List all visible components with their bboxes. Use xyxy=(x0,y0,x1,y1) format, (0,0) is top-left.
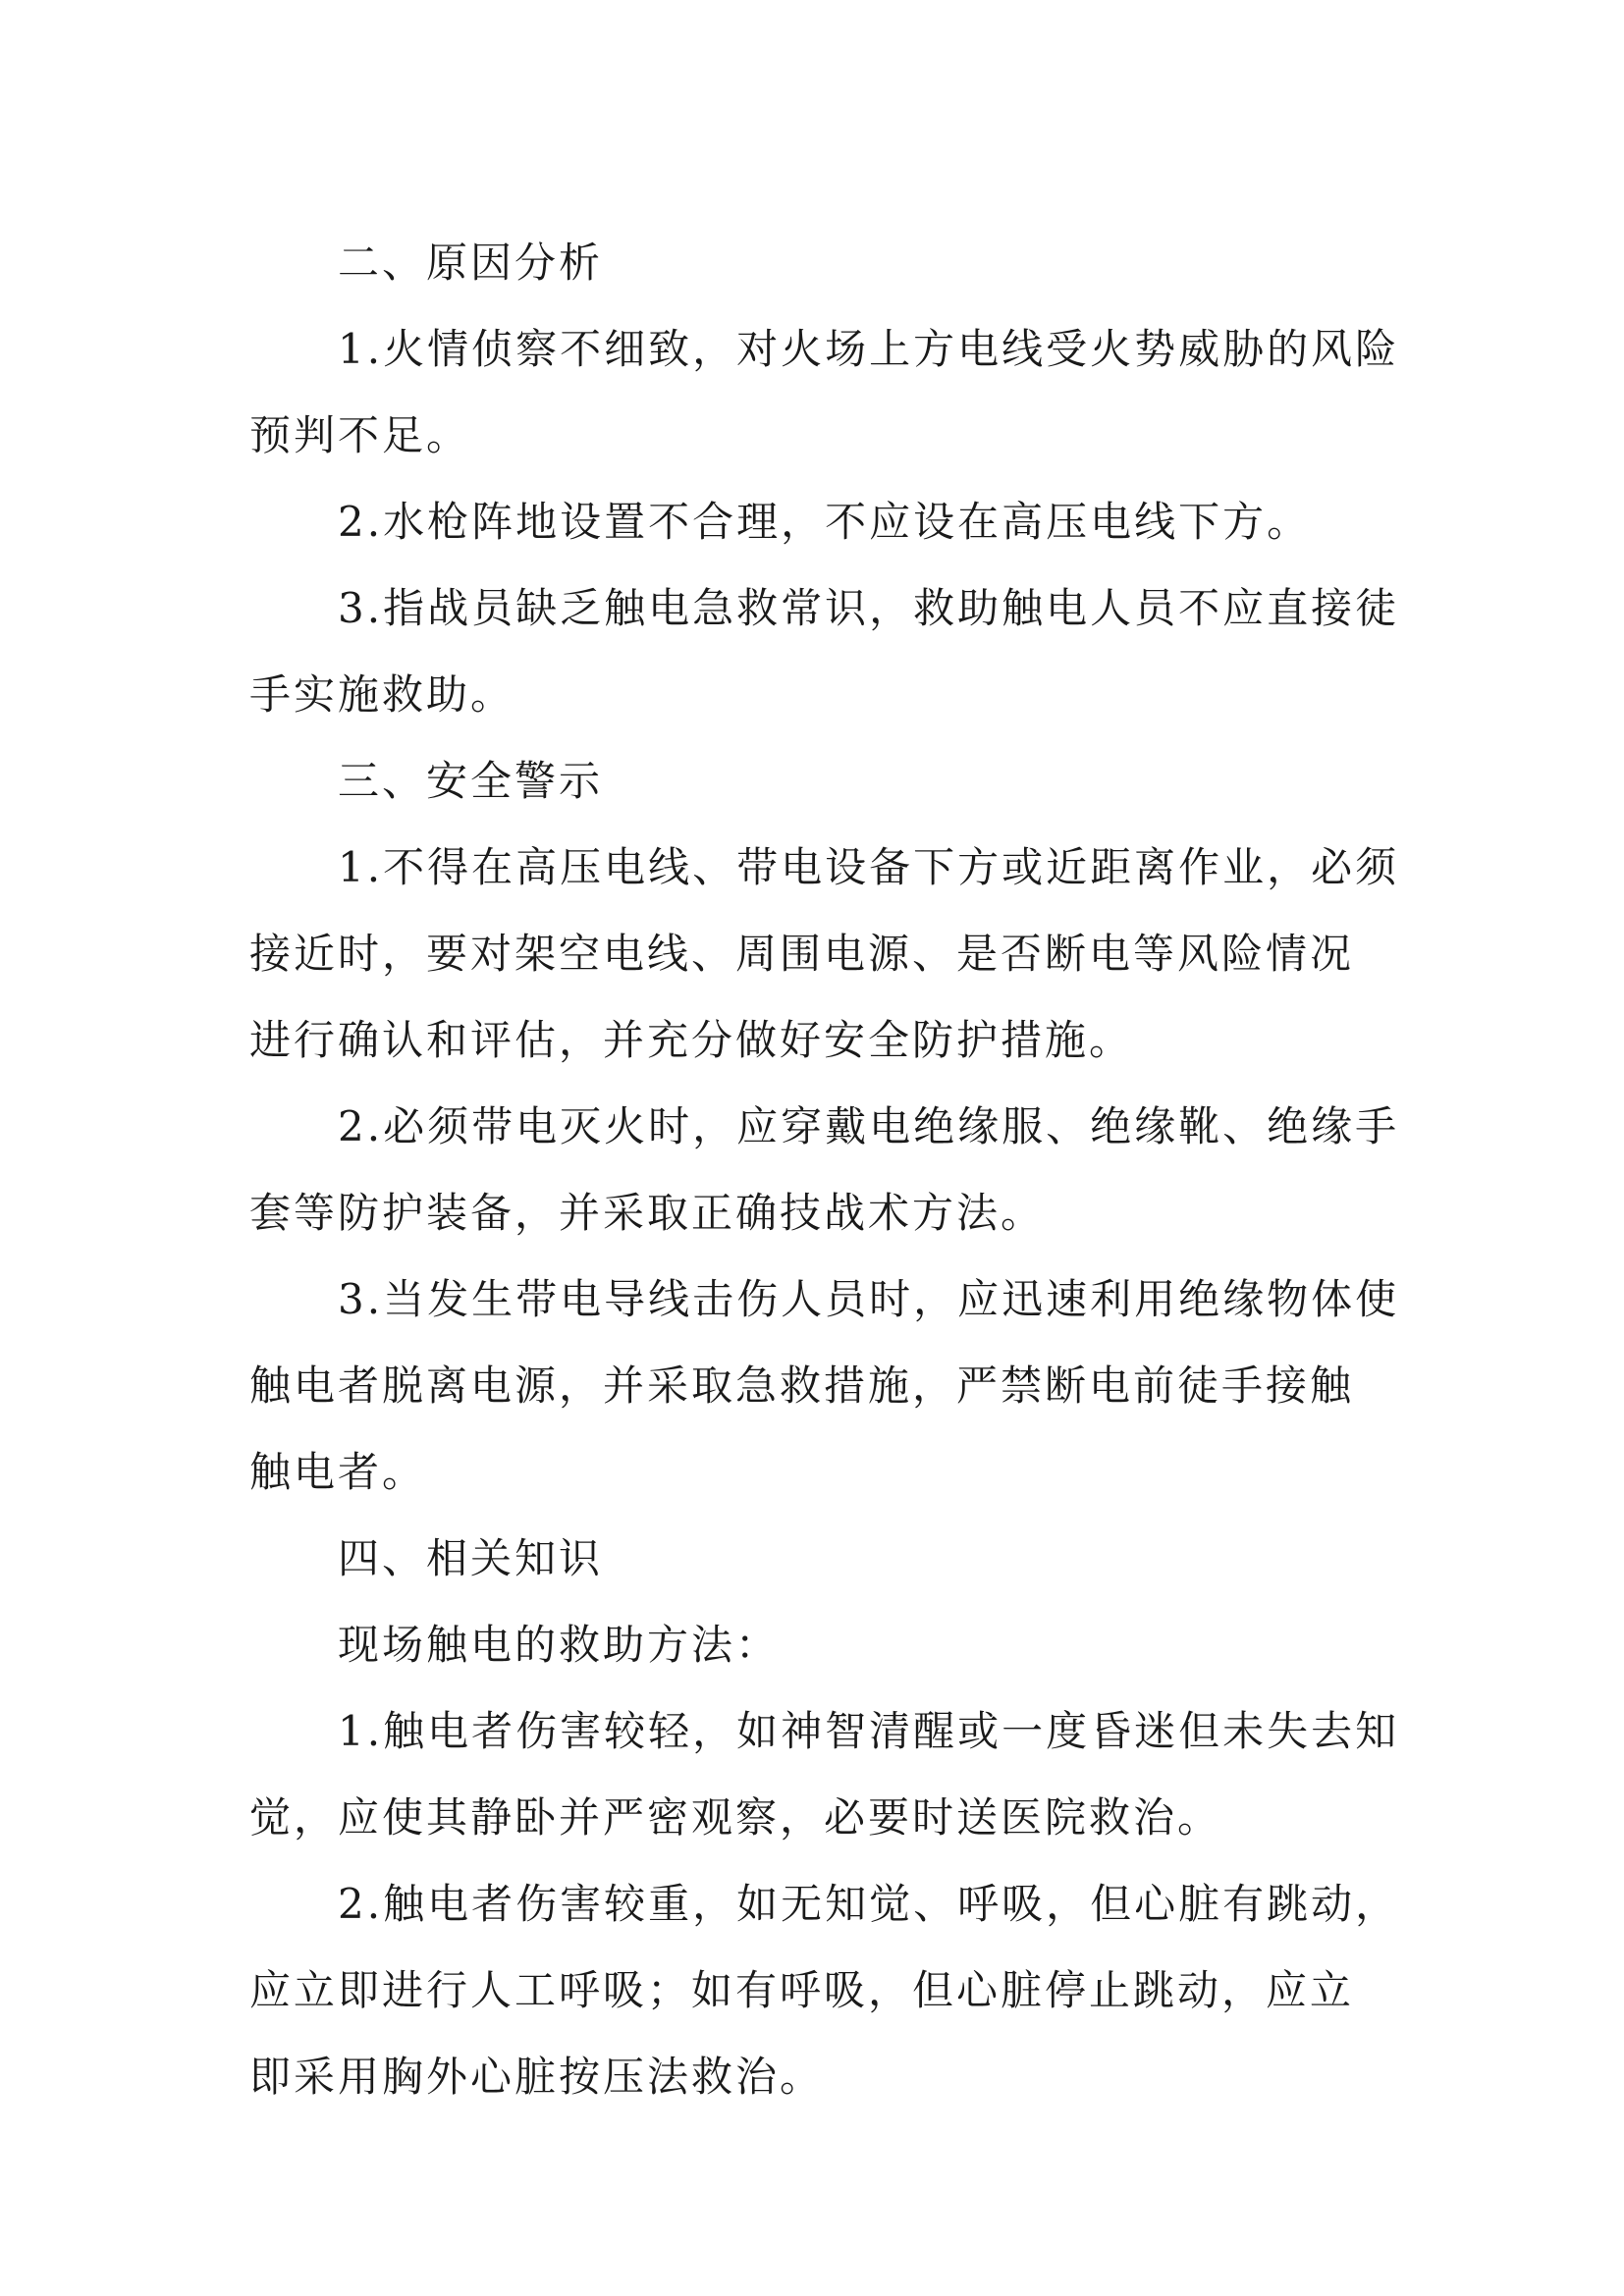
section-safety-warning xyxy=(249,738,1400,1516)
paragraph-line: 触电者脱离电源，并采取急救措施，严禁断电前徒手接触 xyxy=(249,1362,1355,1410)
paragraph-line: 觉，应使其静卧并严密观察，必要时送医院救治。 xyxy=(249,1793,1222,1842)
section-heading: 四、相关知识 xyxy=(338,1534,604,1582)
paragraph-line: 进行确认和评估，并充分做好安全防护措施。 xyxy=(249,1016,1134,1064)
paragraph xyxy=(249,1688,1400,1861)
paragraph-line: 1.触电者伤害较轻，如神智清醒或一度昏迷但未失去知 xyxy=(338,1707,1400,1755)
paragraph xyxy=(249,479,1379,565)
paragraph-line: 即采用胸外心脏按压法救治。 xyxy=(249,2053,825,2101)
paragraph-line: 2.必须带电灭火时，应穿戴电绝缘服、绝缘靴、绝缘手 xyxy=(338,1102,1400,1150)
document-body xyxy=(249,220,1400,2120)
paragraph-line: 现场触电的救助方法： xyxy=(338,1621,781,1669)
paragraph-line: 套等防护装备，并采取正确技战术方法。 xyxy=(249,1189,1046,1237)
paragraph-line: 3.指战员缺乏触电急救常识，救助触电人员不应直接徒 xyxy=(338,584,1400,632)
paragraph-line: 触电者。 xyxy=(249,1448,427,1496)
paragraph-line: 3.当发生带电导线击伤人员时，应迅速利用绝缘物体使 xyxy=(338,1275,1400,1323)
paragraph-line: 1.不得在高压电线、带电设备下方或近距离作业，必须 xyxy=(338,843,1400,891)
paragraph xyxy=(249,1861,1400,2120)
section-cause-analysis xyxy=(249,220,1400,738)
section-heading: 二、原因分析 xyxy=(338,239,604,287)
paragraph xyxy=(249,1084,1400,1256)
paragraph-line: 预判不足。 xyxy=(249,411,471,459)
section-heading: 三、安全警示 xyxy=(338,757,604,805)
paragraph xyxy=(249,565,1400,738)
section-related-knowledge xyxy=(249,1516,1400,2120)
paragraph-line: 应立即进行人工呼吸；如有呼吸，但心脏停止跳动，应立 xyxy=(249,1966,1355,2014)
paragraph-line: 1.火情侦察不细致，对火场上方电线受火势威胁的风险 xyxy=(338,325,1400,373)
paragraph xyxy=(249,1256,1400,1516)
paragraph-line: 接近时，要对架空电线、周围电源、是否断电等风险情况 xyxy=(249,930,1355,978)
paragraph xyxy=(249,825,1400,1084)
paragraph xyxy=(249,1602,1379,1688)
paragraph-line: 2.触电者伤害较重，如无知觉、呼吸，但心脏有跳动， xyxy=(338,1880,1400,1928)
paragraph-line: 2.水枪阵地设置不合理，不应设在高压电线下方。 xyxy=(338,498,1312,546)
paragraph-line: 手实施救助。 xyxy=(249,670,515,719)
paragraph xyxy=(249,306,1400,479)
